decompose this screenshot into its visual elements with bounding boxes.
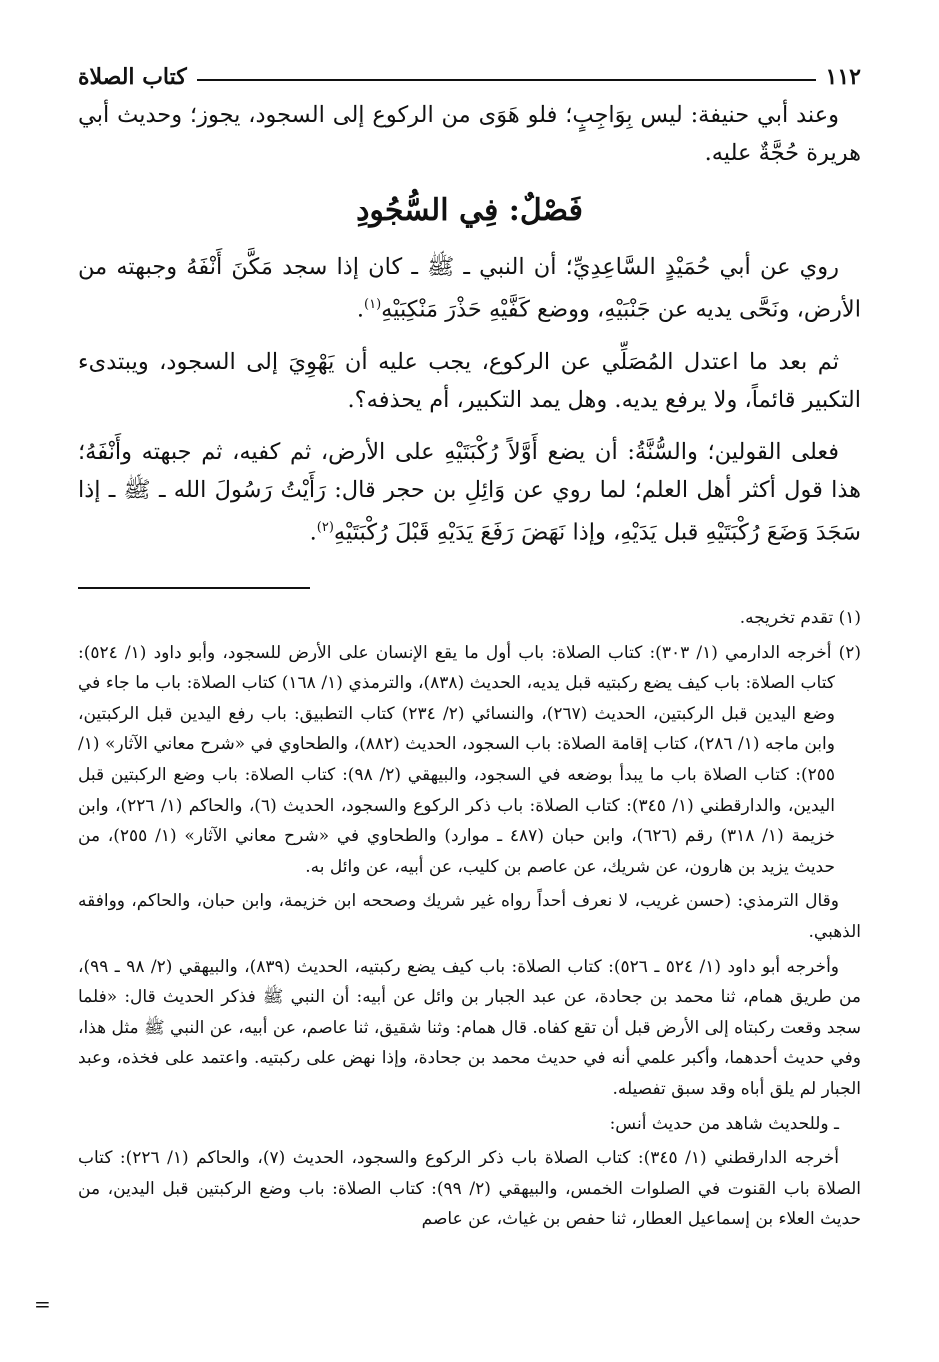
paragraph (78, 433, 861, 552)
header-rule (197, 79, 816, 81)
main-text (78, 96, 861, 551)
page-number: ١١٢ (825, 64, 861, 90)
paragraph-text: روي عن أبي حُمَيْدٍ السَّاعِدِيِّ؛ أن النبي ـ ﷺ ـ كان إذا سجد مَكَّنَ أَنْفَهُ وجبهته من الأرض، ونَحَّى يديه عن جَنْبَيْهِ، ووضع كَفَّيْهِ حَذْرَ مَنْكِبَيْهِ (78, 254, 861, 323)
footnotes (78, 603, 861, 1235)
footnote-continuation: وقال الترمذي: (حسن غريب، لا نعرف أحداً رواه غير شريك وصححه ابن خزيمة، وابن حبان، والحاكم، ووافقه الذهبي. (78, 891, 861, 942)
paragraph-text: فعلى القولين؛ والسُّنَّةُ: أن يضع أَوَّلاً رُكْبَتَيْهِ على الأرض، ثم كفيه، ثم جبهته وأَنْفَهُ؛ هذا قول أكثر أهل العلم؛ لما روي عن وَائِلِ بن حجر قال: رَأَيْتُ رَسُولَ الله ـ ﷺ ـ إذا سَجَدَ وَضَعَ رُكْبَتَيْهِ قبل يَدَيْهِ، وإذا نَهَضَ رَفَعَ يَدَيْهِ قَبْلَ رُكْبَتَيْهِ (78, 438, 861, 545)
footnote-ref[interactable]: (١) (364, 297, 382, 312)
page-header (78, 56, 861, 90)
continuation-mark: = (34, 1292, 51, 1316)
paragraph (78, 248, 861, 329)
footnote-continuation: وأخرجه أبو داود (١/ ٥٢٤ ـ ٥٢٦): كتاب الصلاة: باب كيف يضع ركبتيه، الحديث (٨٣٩)، والبيهقي (٢/ ٩٨ ـ ٩٩)، من طريق همام، ثنا محمد بن جحادة، عن عبد الجبار بن وائل عن أبيه: أن النبي ﷺ فذكر الحديث قال: «فلما سجد وقعت ركبتاه إلى الأرض قبل أن تقع كفاه. قال همام: وثنا شقيق، ثنا عاصم، عن أبيه، عن النبي ﷺ مثل هذا، وفي حديث أحدهما، وأكبر علمي أنه في حديث محمد بن جحادة، وإذا نهض على ركبتيه. واعتمد على فخذه، وعبد الجبار لم يلق أباه وقد سبق تفصيله. (78, 956, 861, 1099)
footnote: (٢) أخرجه الدارمي (١/ ٣٠٣): كتاب الصلاة: باب أول ما يقع الإنسان على الأرض للسجود، وأبو داود (١/ ٥٢٤): كتاب الصلاة: باب كيف يضع ركبتيه قبل يديه، الحديث (٨٣٨)، والترمذي (١/ ١٦٨) كتاب الصلاة: باب ما جاء في وضع اليدين قبل الركبتين، الحديث (٢٦٧)، والنسائي (٢/ ٢٣٤) كتاب التطبيق: باب رفع اليدين قبل الركبتين، وابن ماجه (١/ ٢٨٦)، كتاب إقامة الصلاة: باب السجود، الحديث (٨٨٢)، والطحاوي في «شرح معاني الآثار» (١/ ٢٥٥): كتاب الصلاة باب ما يبدأ بوضعه في السجود، والبيهقي (٢/ ٩٨): كتاب الصلاة: باب وضع الركبتين قبل اليدين، والدارقطني (١/ ٣٤٥): كتاب الصلاة: باب ذكر الركوع والسجود، الحديث (٦)، والحاكم (١/ ٢٢٦)، وابن خزيمة (١/ ٣١٨) رقم (٦٢٦)، وابن حبان (٤٨٧ ـ موارد) والطحاوي في «شرح معاني الآثار» (١/ ٢٥٥)، من حديث يزيد بن هارون، عن شريك، عن عاصم بن كليب، عن أبيه، عن وائل به. (78, 642, 861, 877)
section-title: فَصْلٌ: فِي السُّجُودِ (356, 193, 583, 228)
footnote-continuation: أخرجه الدارقطني (١/ ٣٤٥): كتاب الصلاة باب ذكر الركوع والسجود، الحديث (٧)، والحاكم (١/ ٢٢٦): كتاب الصلاة باب القنوت في الصلوات الخمس، والبيهقي (٢/ ٩٩): كتاب الصلاة: باب وضع الركبتين قبل اليدين، من حديث العلاء بن إسماعيل العطار، ثنا حفص بن غياث، عن عاصم (78, 1148, 861, 1230)
footnote-separator (78, 587, 310, 589)
paragraph-end: . (356, 296, 365, 323)
paragraph-end: . (309, 519, 317, 545)
footnote-continuation: ـ وللحديث شاهد من حديث أنس: (609, 1113, 839, 1134)
paragraph-text: ثم بعد ما اعتدل المُصَلِّي عن الركوع، يجب عليه أن يَهْوِيَ إلى السجود، ويبتدىء التكبير قائماً، ولا يرفع يديه. وهل يمد التكبير، أم يحذفه؟. (78, 348, 861, 413)
paragraph: وعند أبي حنيفة: ليس بِوَاجِبٍ؛ فلو هَوَى من الركوع إلى السجود، يجوز؛ وحديث أبي هريرة حُجَّةٌ عليه. (78, 102, 861, 166)
paragraph (78, 343, 861, 419)
footnote: (١) تقدم تخريجه. (739, 608, 861, 628)
book-title: كتاب الصلاة (78, 64, 187, 90)
footnote-ref[interactable]: (٢) (316, 519, 334, 535)
